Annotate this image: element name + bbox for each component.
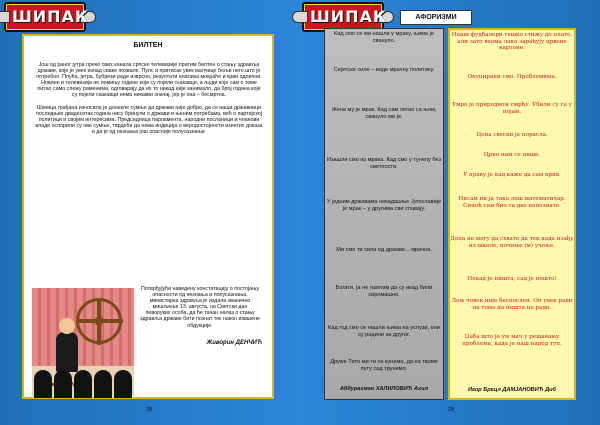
article-paragraph-tail: Потврђујући наведену констатацију о постојању опасности од незнања и полусазнања, министарка здравља је издала званично мишљење 13. августа, на Светски дан леворуких особа, да ће тачан налаз о стању здравља државе бити познат тек након извшене обдукције. bbox=[140, 286, 260, 329]
aphorism: Наши фудбалери тешко стижу до плате, али зато веома лако зарађују црвене картоне. bbox=[451, 32, 573, 52]
article-title: БИЛТЕН bbox=[133, 42, 163, 49]
aphorism: Џаба што је ум мач у решавању проблема, када је наш народ туп. bbox=[462, 334, 562, 347]
magazine-logo bbox=[4, 2, 90, 32]
logo-wing-left-icon bbox=[0, 11, 10, 23]
article-body bbox=[35, 62, 263, 141]
wheel-icon bbox=[76, 298, 122, 344]
aphorism: У једним државама некадашње Југославије је мрак – у другима сви спавају. bbox=[326, 199, 442, 212]
page-number: 29 bbox=[448, 407, 455, 413]
section-title: АФОРИЗМИ bbox=[400, 10, 472, 25]
article-signature: Живорин ДЕНЧИЋ bbox=[206, 340, 262, 346]
performer-head bbox=[59, 318, 75, 334]
aphorisms-column-left bbox=[324, 28, 444, 400]
aphorism: Кад год смо се нашли њима на услузи, они су радили за другог. bbox=[328, 325, 440, 338]
aphorism: Друже Тито ми ти се кунемо, да на твоме путу сад трунемо. bbox=[330, 359, 438, 372]
aphorism: Нисам ни ја тако лош математичар. Синоћ сам био са две непознате. bbox=[458, 196, 566, 209]
aphorism: Изашли смо из мрака. Кад смо у тунелу без светлости. bbox=[326, 157, 442, 170]
audience-silhouette bbox=[94, 370, 112, 398]
aphorism: Кад смо се ми нашли у мраку, њима је свануло. bbox=[334, 31, 434, 44]
aphorism: Лењ човек није беспослен. Он увек ради на томе да ништа не ради. bbox=[451, 298, 573, 311]
aphorisms-signature-right: Игор Брецл ДАМЈАНОВИЋ Диб bbox=[468, 387, 556, 393]
logo-text: ШИПАК bbox=[12, 7, 90, 26]
aphorisms-column-right bbox=[448, 28, 576, 400]
logo-text: ШИПАК bbox=[310, 7, 388, 26]
audience-silhouette bbox=[114, 370, 132, 398]
right-page bbox=[300, 0, 600, 425]
aphorism: Цена свески је порасла. bbox=[476, 132, 548, 138]
logo-wing-left-icon bbox=[292, 11, 308, 23]
article-paragraph: Шачица грађана износила је донекле сумње да држави није добро, да се наши државници последњих двадесетак година нису бринули о држави и њеним потребама, већ о партијској политици и својим интересима. Председница парламента, народни посланици и чланови владе оспорили су ове сумње, тврдећи да нема индиција о веродостојности изнетих доказа и да је од незнања још опасније полусазнање. bbox=[35, 104, 263, 135]
aphorism: Умро је природном смрћу. Убили су га у појам. bbox=[452, 102, 572, 115]
cartoon-signature: Никола ДРАГАШ bbox=[44, 382, 90, 388]
page-number: 28 bbox=[146, 407, 153, 413]
aphorism: Сејетске силе – воде мрачну политику. bbox=[333, 67, 435, 73]
aphorism: Окупирани смо. Проблемима. bbox=[467, 74, 557, 80]
aphorism: Деца не могу да схвате да тек када изађу из школе, почиње (м) учење. bbox=[450, 236, 574, 249]
aphorism: У праву је кад каже да сам крив. bbox=[463, 172, 561, 178]
article-paragraph: Још од раног јутра преко свих канала српске телевизије пратим билтен о стању здравља државе, које је увек изнад сваке похвале. Пулс и притисак увек малчице бољи него што је потребно. Плућа, јетра, бубрези раде изврсно, резултати анализа мокраће и крви одлични. Новине и телевизија не помињу године које су појели скакавци, а људи које сам о томе питао само слежу раменима, одговарају да их то никад није занимало, да број година које су појели скакавци нема никакви значај, јер је она – бесмртна. bbox=[36, 62, 262, 99]
aphorism: Црно нам се пише. bbox=[483, 152, 541, 158]
aphorism: Жена му је мрак. Кад сам легао са њом, свануло ми је. bbox=[331, 107, 437, 120]
aphorism: Некад је ништа, сад је нешто! bbox=[467, 276, 557, 282]
aphorisms-signature-left: Абдурахман ХАЛИЛОВИЋ Ахил bbox=[339, 386, 429, 392]
article-frame bbox=[22, 34, 274, 399]
aphorism: Ми смо ти сила од државе... мрачна. bbox=[336, 247, 432, 253]
aphorism: Богати, ја не памтим да су икад били сиромашни. bbox=[335, 285, 433, 298]
performer-figure bbox=[56, 332, 78, 372]
